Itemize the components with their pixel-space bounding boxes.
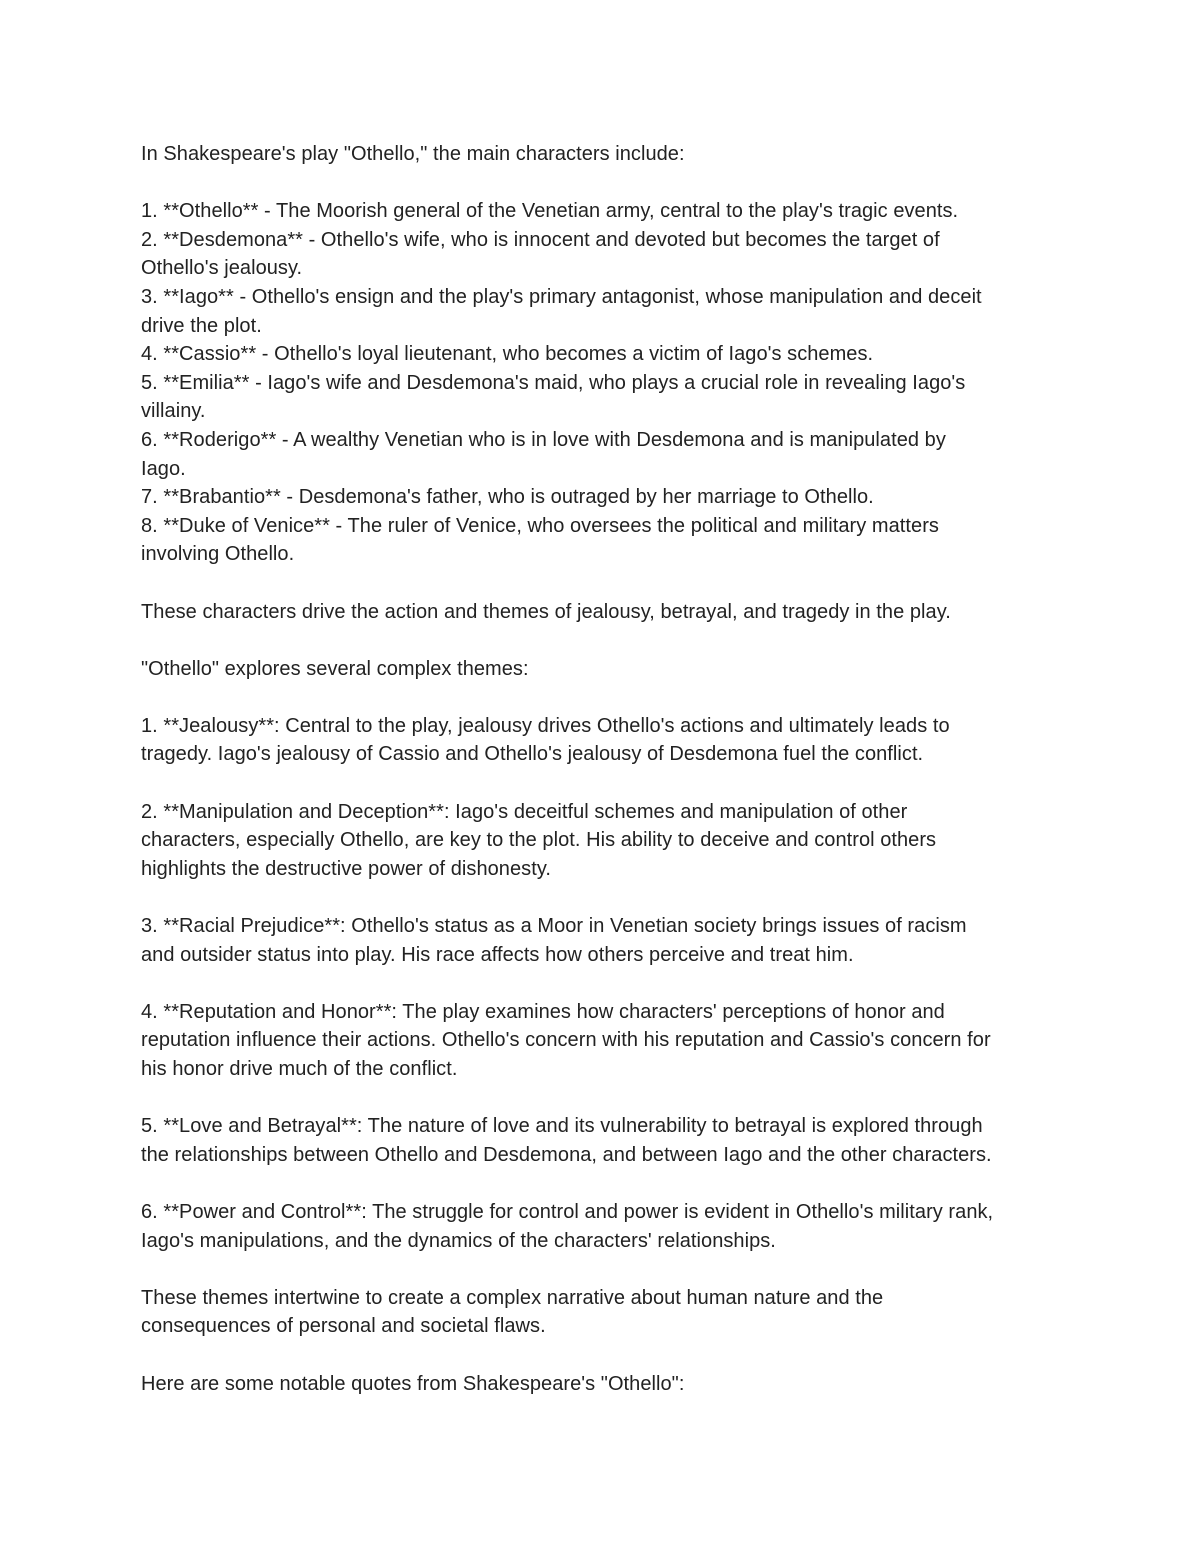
list-item-line: involving Othello. [141,543,295,566]
theme-line: his honor drive much of the conflict. [141,1058,458,1080]
character-item-emilia [141,369,1071,426]
spacer [141,569,1071,598]
themes-intro: "Othello" explores several complex themes: [141,657,529,680]
spacer [141,169,1071,198]
theme-line: the relationships between Othello and Desdemona, and between Iago and the other characters. [141,1143,992,1166]
theme-line: 5. **Love and Betrayal**: The nature of love and its vulnerability to betrayal is explored through [141,1115,983,1138]
list-item-line: 5. **Emilia** - Iago's wife and Desdemona's maid, who plays a crucial role in revealing Iago's [141,371,966,394]
theme-line: 3. **Racial Prejudice**: Othello's status as a Moor in Venetian society brings issues of racism [141,915,967,938]
list-item-line: 3. **Iago** - Othello's ensign and the play's primary antagonist, whose manipulation and deceit [141,285,982,308]
character-item-othello [141,197,1071,226]
theme-line: tragedy. Iago's jealousy of Cassio and Othello's jealousy of Desdemona fuel the conflict. [141,743,924,766]
character-item-roderigo [141,426,1071,483]
characters-summary: These characters drive the action and themes of jealousy, betrayal, and tragedy in the play. [141,600,951,623]
list-item-line: villainy. [141,400,206,423]
quotes-intro: Here are some notable quotes from Shakespeare's "Othello": [141,1372,685,1395]
theme-item-jealousy [141,712,1071,769]
theme-line: 6. **Power and Control**: The struggle for control and power is evident in Othello's military rank, [141,1200,994,1223]
theme-item-manipulation [141,798,1071,884]
theme-line: highlights the destructive power of dishonesty. [141,857,551,880]
theme-item-reputation [141,998,1071,1084]
list-item-line: Othello's jealousy. [141,257,303,280]
theme-line: 4. **Reputation and Honor**: The play examines how characters' perceptions of honor and [141,1000,945,1023]
summary-line: consequences of personal and societal flaws. [141,1315,546,1338]
character-item-cassio [141,340,1071,369]
intro-paragraph: In Shakespeare's play "Othello," the main characters include: [141,143,685,165]
theme-line: reputation influence their actions. Othello's concern with his reputation and Cassio's concern for [141,1029,991,1052]
theme-item-racial-prejudice [141,912,1071,969]
theme-line: 1. **Jealousy**: Central to the play, jealousy drives Othello's actions and ultimately leads to [141,714,950,737]
themes-summary [141,1284,1071,1341]
character-item-desdemona [141,226,1071,283]
spacer [141,883,1071,912]
character-item-duke-of-venice [141,512,1071,569]
spacer [141,626,1071,655]
spacer [141,769,1071,798]
theme-item-power-control [141,1198,1071,1255]
spacer [141,683,1071,712]
list-item-line: 4. **Cassio** - Othello's loyal lieutenant, who becomes a victim of Iago's schemes. [141,343,874,366]
list-item-line: drive the plot. [141,314,262,337]
spacer [141,969,1071,998]
spacer [141,1084,1071,1113]
character-item-iago [141,283,1071,340]
theme-line: characters, especially Othello, are key to the plot. His ability to deceive and control others [141,829,937,852]
list-item-line: 7. **Brabantio** - Desdemona's father, who is outraged by her marriage to Othello. [141,486,874,509]
list-item-line: 6. **Roderigo** - A wealthy Venetian who is in love with Desdemona and is manipulated by [141,428,946,451]
theme-line: Iago's manipulations, and the dynamics of the characters' relationships. [141,1229,776,1252]
document-body [141,140,1071,1398]
list-item-line: 2. **Desdemona** - Othello's wife, who is innocent and devoted but becomes the target of [141,228,940,251]
spacer [141,1341,1071,1370]
theme-line: and outsider status into play. His race affects how others perceive and treat him. [141,943,854,966]
list-item-line: Iago. [141,457,186,480]
spacer [141,1169,1071,1198]
list-item-line: 1. **Othello** - The Moorish general of the Venetian army, central to the play's tragic events. [141,200,959,223]
theme-item-love-betrayal [141,1112,1071,1169]
list-item-line: 8. **Duke of Venice** - The ruler of Venice, who oversees the political and military matters [141,514,939,537]
summary-line: These themes intertwine to create a complex narrative about human nature and the [141,1286,884,1309]
characters-list [141,197,1071,569]
theme-line: 2. **Manipulation and Deception**: Iago's deceitful schemes and manipulation of other [141,800,908,823]
spacer [141,1255,1071,1284]
themes-list [141,712,1071,1255]
character-item-brabantio [141,483,1071,512]
